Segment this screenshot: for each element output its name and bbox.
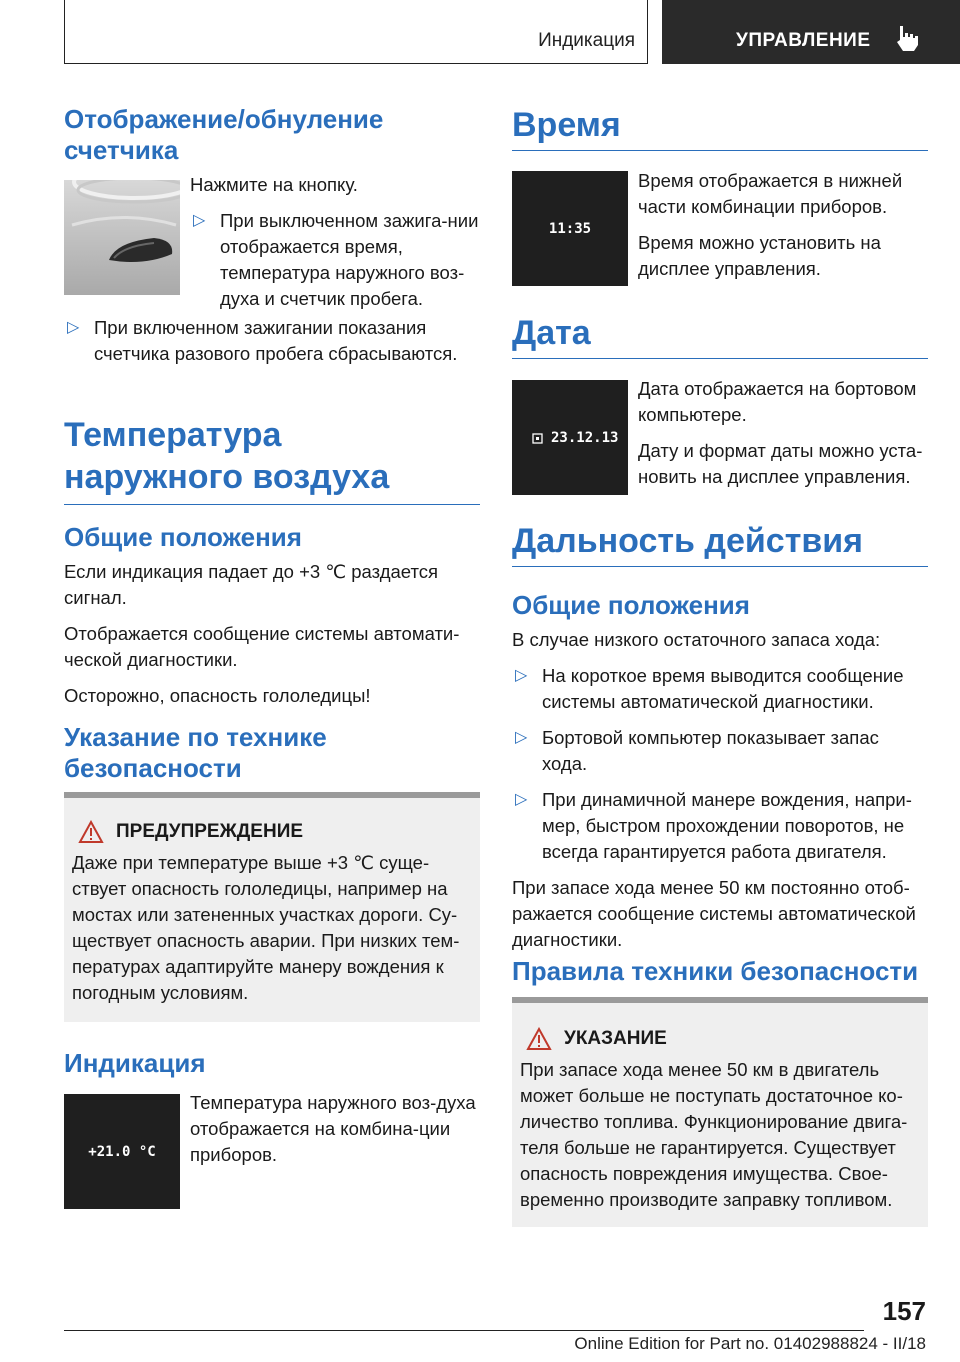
edition-footer: Online Edition for Part no. 01402988824 - II/18 — [574, 1334, 926, 1353]
display-text: Температура наружного воз-духа отображается на комбина-ции приборов. — [190, 1092, 476, 1165]
time-para: Время можно установить на дисплее управления. — [638, 232, 881, 279]
safety-heading: Указание по технике безопасности — [64, 722, 327, 783]
page-number: 157 — [882, 1296, 926, 1326]
footer-divider — [64, 1330, 864, 1331]
note-label: УКАЗАНИЕ — [564, 1028, 667, 1049]
warning-header — [72, 820, 470, 844]
list-item: ▷ При выключенном зажига-нии отображается время, температура наружного воз-духа и счетчик пробега. — [193, 210, 479, 309]
warning-label: ПРЕДУПРЕЖДЕНИЕ — [116, 821, 304, 842]
general-heading: Общие положения — [64, 522, 302, 552]
time-para: Время отображается в нижней части комбинации приборов. — [638, 170, 903, 217]
general-para: Осторожно, опасность гололедицы! — [64, 685, 371, 706]
note-box — [512, 997, 928, 1227]
temperature-display-image: +21.0 °C — [64, 1094, 180, 1209]
range-para: При запасе хода менее 50 км постоянно отоб-ражается сообщение системы автоматической диагностики. — [512, 877, 916, 950]
range-intro: В случае низкого остаточного запаса хода: — [512, 629, 881, 650]
list-item: ▷ При включенном зажигании показания счетчика разового пробега сбрасываются. — [67, 317, 458, 364]
rules-heading: Правила техники безопасности — [512, 956, 919, 986]
note-text: При запасе хода менее 50 км в двигатель может больше не поступать достаточное ко-личество топлива. Функционирование двига-теля больше не гарантируется. Существует опасность повреждения имущества. Свое-временно производите заправку топливом. — [520, 1059, 908, 1210]
calendar-icon — [532, 432, 543, 444]
warning-text: Даже при температуре выше +3 ℃ суще-ствует опасность гололедицы, например на мостах или затененных участках дороги. Су-ществует опасность аварии. При низких тем-пературах адаптируйте манеру вождения к погодным условиям. — [72, 852, 460, 1003]
general-para: Отображается сообщение системы автомати-ческой диагностики. — [64, 623, 460, 670]
triangle-bullet-icon: ▷ — [193, 212, 206, 229]
range-general-heading: Общие положения — [512, 590, 750, 620]
triangle-bullet-icon: ▷ — [515, 791, 528, 808]
time-heading: Время — [512, 106, 621, 144]
warning-box — [64, 792, 480, 1022]
display-heading: Индикация — [64, 1048, 206, 1078]
date-heading: Дата — [512, 314, 591, 352]
triangle-bullet-icon: ▷ — [515, 729, 528, 746]
hand-pointer-icon — [894, 24, 920, 52]
time-display-image: 11:35 — [512, 171, 628, 286]
counter-button-image — [64, 180, 180, 295]
range-heading: Дальность действия — [512, 522, 863, 560]
reset-counter-heading: Отображение/обнуление счетчика — [64, 104, 384, 165]
triangle-bullet-icon: ▷ — [67, 319, 80, 336]
date-para: Дату и формат даты можно уста-новить на дисплее управления. — [638, 440, 923, 487]
triangle-bullet-icon: ▷ — [515, 667, 528, 684]
outside-temp-heading: Температура наружного воздуха — [64, 416, 390, 496]
header-section-tab — [64, 0, 648, 64]
list-item: ▷ На короткое время выводится сообщение системы автоматической диагностики. — [515, 665, 904, 712]
list-item: ▷ Бортовой компьютер показывает запас хода. — [515, 727, 879, 774]
reset-intro: Нажмите на кнопку. — [190, 174, 358, 195]
header-chapter-tab — [662, 0, 960, 64]
general-para: Если индикация падает до +3 ℃ раздается сигнал. — [64, 561, 438, 608]
header-section-label: Индикация — [538, 30, 635, 51]
warning-triangle-icon — [526, 1027, 552, 1051]
date-display-image: 23.12.13 — [512, 380, 628, 495]
warning-triangle-icon — [78, 820, 104, 844]
list-item: ▷ При динамичной манере вождения, напри-мер, быстром прохождении поворотов, не всегда гарантируется работа двигателя. — [515, 789, 912, 862]
date-para: Дата отображается на бортовом компьютере. — [638, 378, 917, 425]
note-header — [520, 1027, 918, 1051]
header-chapter-label: УПРАВЛЕНИЕ — [736, 30, 871, 51]
